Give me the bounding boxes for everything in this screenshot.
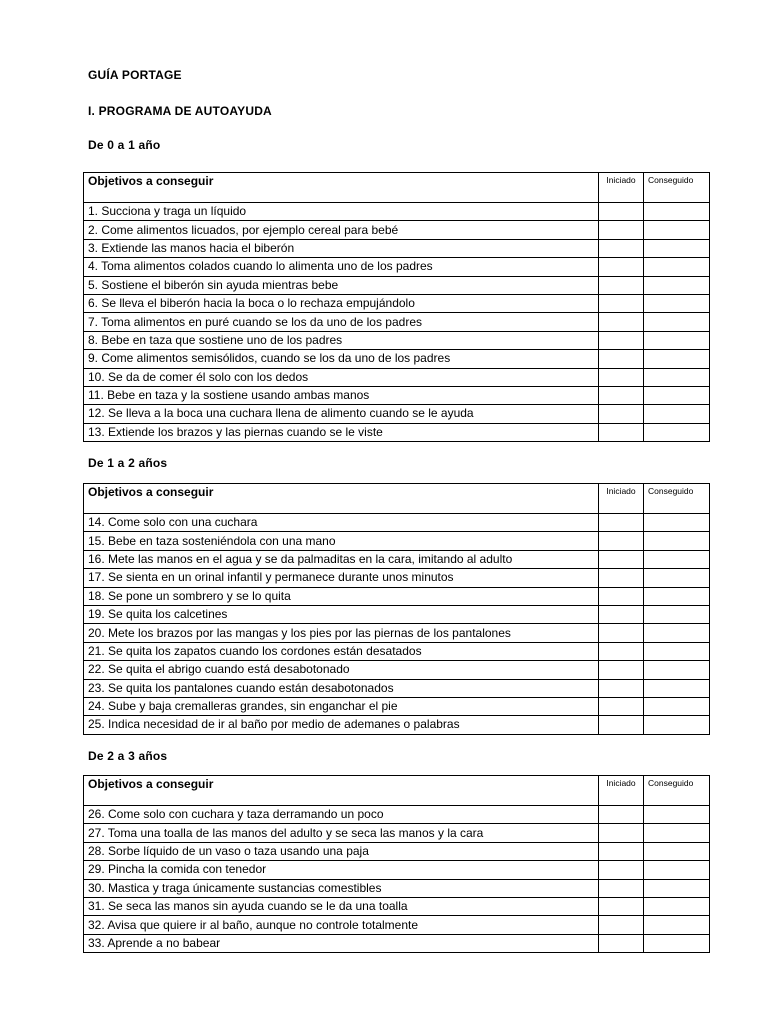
header-objectives: Objetivos a conseguir	[84, 776, 599, 806]
table-row	[84, 203, 710, 221]
objective-text: 16. Mete las manos en el agua y se da palmaditas en la cara, imitando al adulto	[84, 550, 599, 568]
started-checkbox-cell[interactable]	[599, 587, 644, 605]
started-checkbox-cell[interactable]	[599, 605, 644, 623]
table-row	[84, 423, 710, 441]
achieved-checkbox-cell[interactable]	[644, 842, 710, 860]
table-row	[84, 386, 710, 404]
objective-text: 22. Se quita el abrigo cuando está desabotonado	[84, 661, 599, 679]
objective-text: 14. Come solo con una cuchara	[84, 514, 599, 532]
achieved-checkbox-cell[interactable]	[644, 642, 710, 660]
objective-text: 27. Toma una toalla de las manos del adulto y se seca las manos y la cara	[84, 824, 599, 842]
header-started: Iniciado	[599, 776, 644, 806]
started-checkbox-cell[interactable]	[599, 716, 644, 734]
program-title: I. PROGRAMA DE AUTOAYUDA	[88, 104, 272, 118]
achieved-checkbox-cell[interactable]	[644, 350, 710, 368]
started-checkbox-cell[interactable]	[599, 916, 644, 934]
achieved-checkbox-cell[interactable]	[644, 331, 710, 349]
started-checkbox-cell[interactable]	[599, 624, 644, 642]
table-row	[84, 879, 710, 897]
table-row	[84, 587, 710, 605]
header-started: Iniciado	[599, 173, 644, 203]
achieved-checkbox-cell[interactable]	[644, 587, 710, 605]
achieved-checkbox-cell[interactable]	[644, 879, 710, 897]
objective-text: 33. Aprende a no babear	[84, 934, 599, 952]
table-row	[84, 569, 710, 587]
document-title: GUÍA PORTAGE	[88, 68, 182, 82]
achieved-checkbox-cell[interactable]	[644, 368, 710, 386]
achieved-checkbox-cell[interactable]	[644, 605, 710, 623]
objective-text: 1. Succiona y traga un líquido	[84, 203, 599, 221]
table-header-row	[84, 776, 710, 806]
header-achieved: Conseguido	[644, 173, 710, 203]
started-checkbox-cell[interactable]	[599, 514, 644, 532]
started-checkbox-cell[interactable]	[599, 842, 644, 860]
table-row	[84, 550, 710, 568]
table-row	[84, 697, 710, 715]
table-row	[84, 239, 710, 257]
table-header-row	[84, 484, 710, 514]
started-checkbox-cell[interactable]	[599, 313, 644, 331]
objective-text: 4. Toma alimentos colados cuando lo alimenta uno de los padres	[84, 258, 599, 276]
table-row	[84, 405, 710, 423]
achieved-checkbox-cell[interactable]	[644, 239, 710, 257]
objective-text: 13. Extiende los brazos y las piernas cuando se le viste	[84, 423, 599, 441]
started-checkbox-cell[interactable]	[599, 879, 644, 897]
table-row	[84, 824, 710, 842]
started-checkbox-cell[interactable]	[599, 806, 644, 824]
table-header-row	[84, 173, 710, 203]
started-checkbox-cell[interactable]	[599, 934, 644, 952]
header-achieved: Conseguido	[644, 484, 710, 514]
achieved-checkbox-cell[interactable]	[644, 679, 710, 697]
table-row	[84, 258, 710, 276]
achieved-checkbox-cell[interactable]	[644, 514, 710, 532]
table-row	[84, 313, 710, 331]
table-row	[84, 861, 710, 879]
started-checkbox-cell[interactable]	[599, 239, 644, 257]
started-checkbox-cell[interactable]	[599, 294, 644, 312]
objective-text: 6. Se lleva el biberón hacia la boca o lo rechaza empujándolo	[84, 294, 599, 312]
achieved-checkbox-cell[interactable]	[644, 861, 710, 879]
table-row	[84, 916, 710, 934]
achieved-checkbox-cell[interactable]	[644, 294, 710, 312]
achieved-checkbox-cell[interactable]	[644, 661, 710, 679]
started-checkbox-cell[interactable]	[599, 861, 644, 879]
achieved-checkbox-cell[interactable]	[644, 532, 710, 550]
table-row	[84, 897, 710, 915]
objectives-table	[83, 483, 710, 735]
started-checkbox-cell[interactable]	[599, 661, 644, 679]
objective-text: 12. Se lleva a la boca una cuchara llena de alimento cuando se le ayuda	[84, 405, 599, 423]
objective-text: 2. Come alimentos licuados, por ejemplo cereal para bebé	[84, 221, 599, 239]
started-checkbox-cell[interactable]	[599, 824, 644, 842]
achieved-checkbox-cell[interactable]	[644, 934, 710, 952]
objective-text: 24. Sube y baja cremalleras grandes, sin enganchar el pie	[84, 697, 599, 715]
achieved-checkbox-cell[interactable]	[644, 276, 710, 294]
table-row	[84, 716, 710, 734]
objective-text: 23. Se quita los pantalones cuando están desabotonados	[84, 679, 599, 697]
started-checkbox-cell[interactable]	[599, 569, 644, 587]
table-row	[84, 842, 710, 860]
achieved-checkbox-cell[interactable]	[644, 258, 710, 276]
started-checkbox-cell[interactable]	[599, 642, 644, 660]
section-heading: De 0 a 1 año	[88, 138, 161, 152]
table-row	[84, 368, 710, 386]
objective-text: 7. Toma alimentos en puré cuando se los da uno de los padres	[84, 313, 599, 331]
achieved-checkbox-cell[interactable]	[644, 716, 710, 734]
objective-text: 5. Sostiene el biberón sin ayuda mientras bebe	[84, 276, 599, 294]
started-checkbox-cell[interactable]	[599, 697, 644, 715]
objective-text: 15. Bebe en taza sosteniéndola con una mano	[84, 532, 599, 550]
started-checkbox-cell[interactable]	[599, 350, 644, 368]
objective-text: 3. Extiende las manos hacia el biberón	[84, 239, 599, 257]
section-heading: De 2 a 3 años	[88, 749, 168, 763]
achieved-checkbox-cell[interactable]	[644, 221, 710, 239]
table-row	[84, 294, 710, 312]
table-row	[84, 679, 710, 697]
objective-text: 25. Indica necesidad de ir al baño por medio de ademanes o palabras	[84, 716, 599, 734]
achieved-checkbox-cell[interactable]	[644, 806, 710, 824]
started-checkbox-cell[interactable]	[599, 221, 644, 239]
objective-text: 29. Pincha la comida con tenedor	[84, 861, 599, 879]
started-checkbox-cell[interactable]	[599, 679, 644, 697]
achieved-checkbox-cell[interactable]	[644, 569, 710, 587]
table-row	[84, 221, 710, 239]
achieved-checkbox-cell[interactable]	[644, 405, 710, 423]
objective-text: 28. Sorbe líquido de un vaso o taza usando una paja	[84, 842, 599, 860]
objective-text: 26. Come solo con cuchara y taza derramando un poco	[84, 806, 599, 824]
objective-text: 11. Bebe en taza y la sostiene usando ambas manos	[84, 386, 599, 404]
achieved-checkbox-cell[interactable]	[644, 203, 710, 221]
achieved-checkbox-cell[interactable]	[644, 897, 710, 915]
objectives-table	[83, 172, 710, 442]
table-row	[84, 605, 710, 623]
achieved-checkbox-cell[interactable]	[644, 386, 710, 404]
started-checkbox-cell[interactable]	[599, 550, 644, 568]
objectives-table	[83, 775, 710, 953]
header-objectives: Objetivos a conseguir	[84, 173, 599, 203]
achieved-checkbox-cell[interactable]	[644, 423, 710, 441]
table-row	[84, 514, 710, 532]
objective-text: 17. Se sienta en un orinal infantil y permanece durante unos minutos	[84, 569, 599, 587]
started-checkbox-cell[interactable]	[599, 897, 644, 915]
started-checkbox-cell[interactable]	[599, 532, 644, 550]
achieved-checkbox-cell[interactable]	[644, 550, 710, 568]
header-objectives: Objetivos a conseguir	[84, 484, 599, 514]
achieved-checkbox-cell[interactable]	[644, 313, 710, 331]
objective-text: 31. Se seca las manos sin ayuda cuando se le da una toalla	[84, 897, 599, 915]
achieved-checkbox-cell[interactable]	[644, 824, 710, 842]
table-row	[84, 934, 710, 952]
started-checkbox-cell[interactable]	[599, 405, 644, 423]
objective-text: 19. Se quita los calcetines	[84, 605, 599, 623]
achieved-checkbox-cell[interactable]	[644, 697, 710, 715]
table-row	[84, 661, 710, 679]
table-row	[84, 350, 710, 368]
section-heading: De 1 a 2 años	[88, 456, 168, 470]
table-row	[84, 532, 710, 550]
started-checkbox-cell[interactable]	[599, 203, 644, 221]
started-checkbox-cell[interactable]	[599, 423, 644, 441]
started-checkbox-cell[interactable]	[599, 276, 644, 294]
objective-text: 18. Se pone un sombrero y se lo quita	[84, 587, 599, 605]
objective-text: 20. Mete los brazos por las mangas y los pies por las piernas de los pantalones	[84, 624, 599, 642]
table-row	[84, 624, 710, 642]
achieved-checkbox-cell[interactable]	[644, 916, 710, 934]
header-started: Iniciado	[599, 484, 644, 514]
objective-text: 32. Avisa que quiere ir al baño, aunque no controle totalmente	[84, 916, 599, 934]
started-checkbox-cell[interactable]	[599, 368, 644, 386]
started-checkbox-cell[interactable]	[599, 331, 644, 349]
objective-text: 21. Se quita los zapatos cuando los cordones están desatados	[84, 642, 599, 660]
started-checkbox-cell[interactable]	[599, 386, 644, 404]
header-achieved: Conseguido	[644, 776, 710, 806]
objective-text: 8. Bebe en taza que sostiene uno de los padres	[84, 331, 599, 349]
objective-text: 9. Come alimentos semisólidos, cuando se los da uno de los padres	[84, 350, 599, 368]
table-row	[84, 806, 710, 824]
table-row	[84, 642, 710, 660]
objective-text: 10. Se da de comer él solo con los dedos	[84, 368, 599, 386]
achieved-checkbox-cell[interactable]	[644, 624, 710, 642]
objective-text: 30. Mastica y traga únicamente sustancias comestibles	[84, 879, 599, 897]
table-row	[84, 276, 710, 294]
table-row	[84, 331, 710, 349]
started-checkbox-cell[interactable]	[599, 258, 644, 276]
